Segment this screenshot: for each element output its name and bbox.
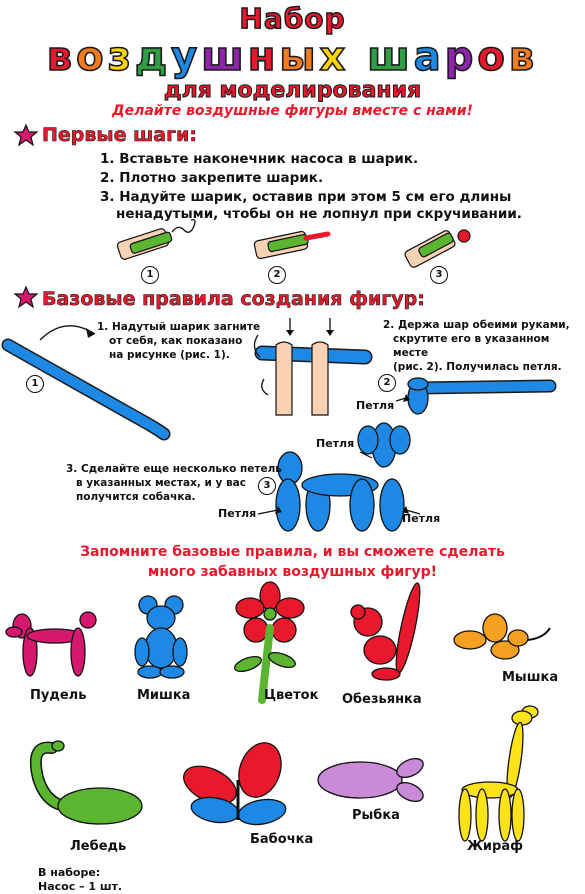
title-letter: ы [279,34,320,80]
note-line: скрутите его в указанном месте [393,333,550,359]
pump-step-1-illustration [116,220,195,261]
rule-1-note [97,320,260,362]
figure-name-mouse: Мышка [502,670,559,685]
remember-line: много забавных воздушных фигур! [147,564,438,580]
loop-label: Петля [356,399,395,412]
title-letter: з [107,34,135,80]
figure-name-swan: Лебедь [70,839,127,854]
step-3-continued: ненадутыми, чтобы он не лопнул при скручивании. [116,206,522,222]
kit-pump: Насос – 1 шт. [38,880,123,893]
rule-2-note [383,318,585,374]
kit-contents [38,866,122,894]
title-letter: у [171,34,202,80]
note-line: 1. Надутый шарик загните [97,321,261,333]
figure-name-fish: Рыбка [352,808,400,823]
monkey-figure [351,582,424,680]
remember-text [0,542,585,582]
title-letter: в [46,34,77,80]
base-rules-heading: Базовые правила создания фигур: [42,288,425,310]
note-line: (рис. 2). Получилась петля. [393,361,562,373]
rule-3-note [66,462,282,504]
loop-label: Петля [402,512,441,525]
figure-number: 3 [258,477,276,495]
title-letter: х [319,34,350,80]
figure-name-giraffe: Жираф [467,839,523,854]
star-icon [15,287,37,307]
star-icon [15,125,37,145]
loop-label: Петля [316,437,355,450]
figure-name-bear: Мишка [137,688,191,703]
title-letter: н [247,34,280,80]
title-letter: ш [201,34,248,80]
title-letter: в [508,34,539,80]
figure-number: 2 [268,266,286,284]
note-line: 3. Сделайте еще несколько петель [66,463,282,475]
twist-illustration [254,318,365,415]
title-letter: о [477,34,509,80]
fish-figure [318,755,426,805]
note-line: в указанных местах, и у вас [76,477,246,489]
bear-figure [135,596,187,678]
remember-line: Запомните базовые правила, и вы сможете сделать [80,544,505,560]
pump-step-2-illustration [254,231,328,259]
swan-figure [36,741,142,824]
figure-name-flower: Цветок [264,688,319,703]
note-line: 2. Держа шар обеими руками, [383,319,570,331]
note-line: получится собачка. [76,491,196,503]
figure-number: 3 [430,266,448,284]
butterfly-figure [178,737,289,828]
figure-name-butterfly: Бабочка [250,832,314,847]
figure-name-monkey: Обезьянка [342,692,422,707]
figure-number: 1 [26,375,44,393]
mouse-figure [454,614,550,659]
poodle-figure [6,612,96,676]
title-line-1: Набор [239,2,346,35]
title-line-3: для моделирования [163,78,422,103]
kit-label: В наборе: [38,866,101,879]
figure-name-poodle: Пудель [30,688,87,703]
title-letter: р [444,34,478,80]
pump-step-3-illustration [404,229,470,268]
flower-figure [233,582,304,700]
loop-balloon-illustration [396,378,550,414]
loop-label: Петля [218,507,257,520]
title-letter: ш [367,34,414,80]
title-letter: о [76,34,108,80]
step-3: 3. Надуйте шарик, оставив при этом 5 см его длины [100,189,512,205]
title-letter: а [413,34,445,80]
figure-number: 2 [378,374,396,392]
first-steps-heading: Первые шаги: [42,124,197,146]
step-1: 1. Вставьте наконечник насоса в шарик. [100,151,419,167]
note-line: на рисунке (рис. 1). [109,349,230,361]
title-letter: д [134,34,172,80]
step-2: 2. Плотно закрепите шарик. [100,170,324,186]
giraffe-figure [459,706,538,841]
figure-number: 1 [141,266,159,284]
note-line: от себя, как показано [109,335,243,347]
subtitle: Делайте воздушные фигуры вместе с нами! [112,103,473,119]
